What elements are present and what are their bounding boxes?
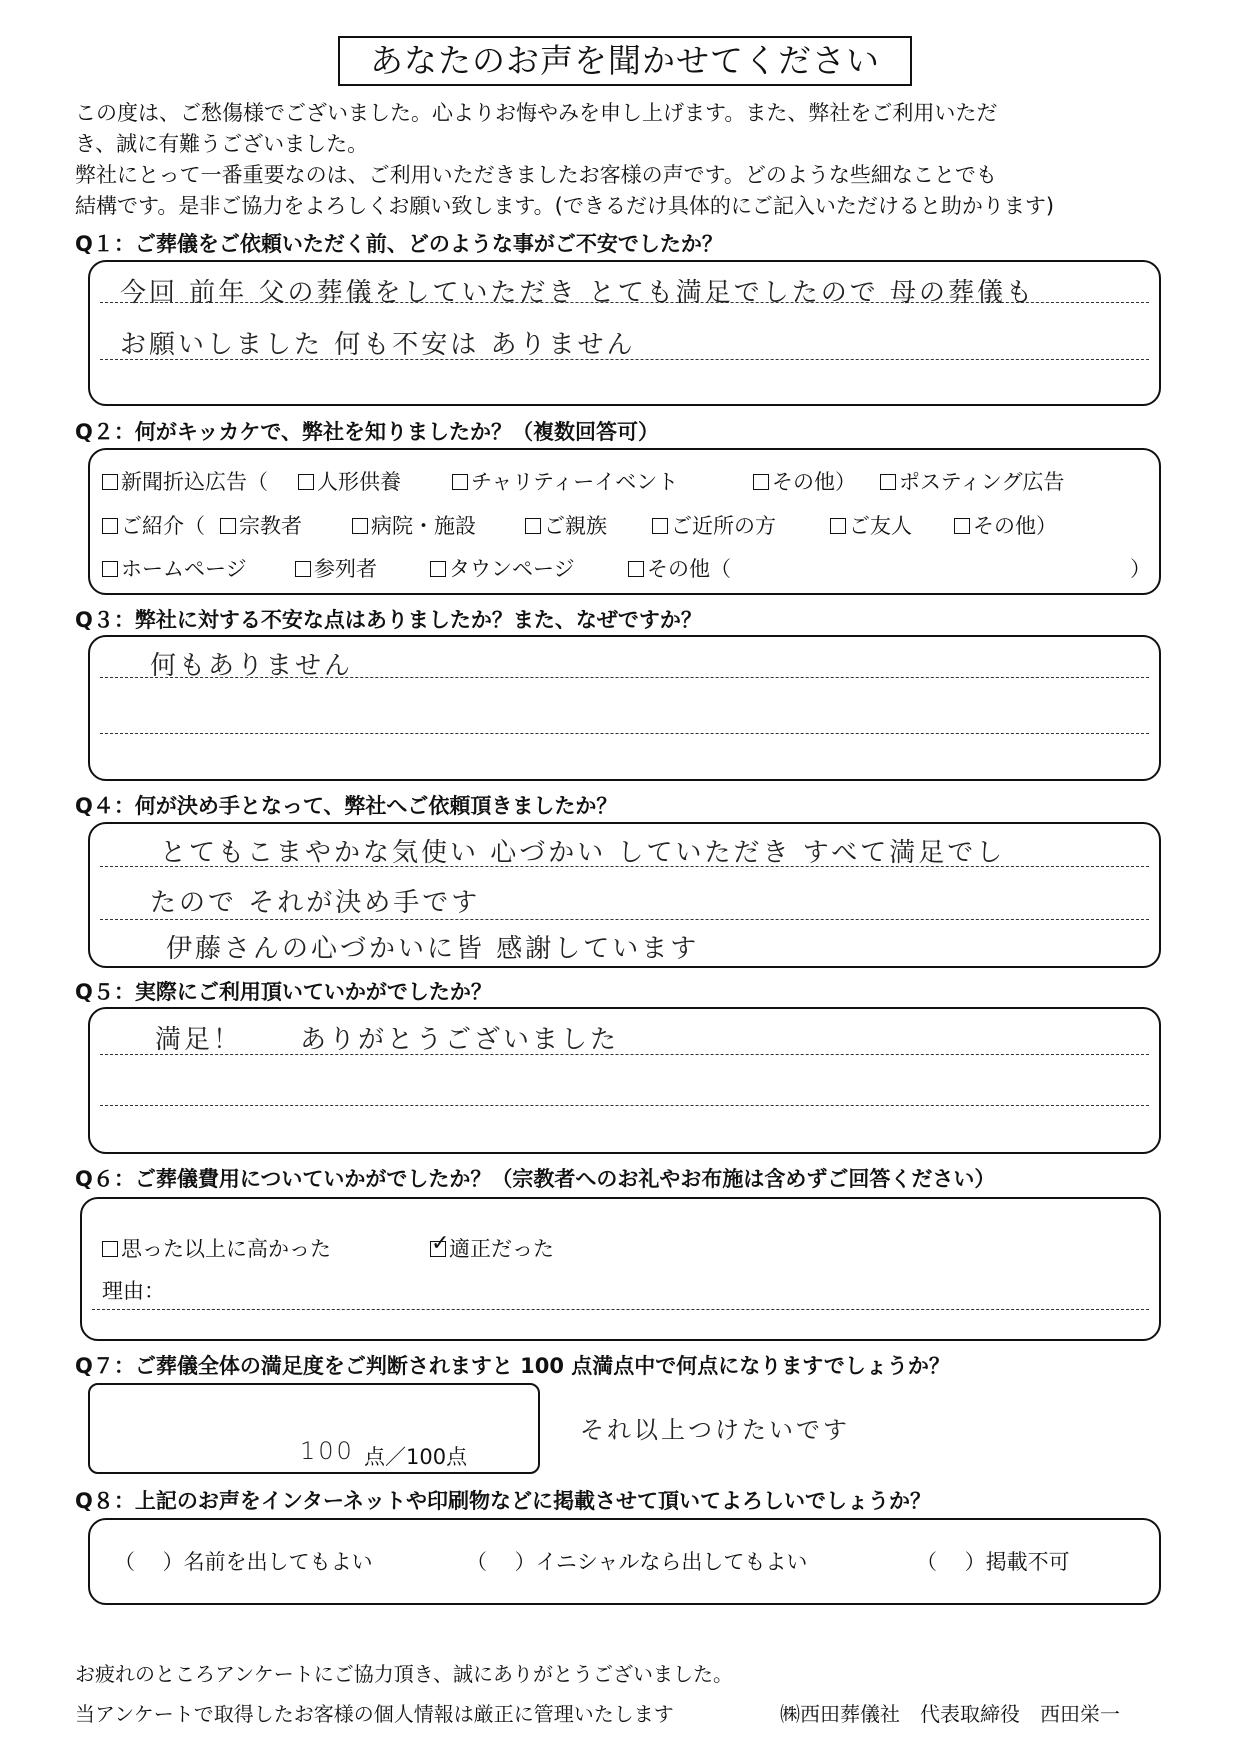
q5-answer-box[interactable] [88, 1007, 1161, 1154]
q4-answer-line: たので それが決め手です [150, 888, 481, 918]
q7-score-value: 100 [300, 1437, 355, 1465]
checkbox-icon[interactable] [880, 474, 896, 490]
checkbox-checked-icon[interactable] [430, 1241, 446, 1257]
checkbox-icon[interactable] [525, 518, 541, 534]
q8-question: Q８：上記のお声をインターネットや印刷物などに掲載させて頂いてよろしいでしょうか？ [75, 1489, 931, 1513]
option-homepage[interactable]: ホームページ [102, 553, 247, 583]
checkbox-icon[interactable] [102, 474, 118, 490]
checkbox-icon[interactable] [830, 518, 846, 534]
option-religious[interactable]: 宗教者 [220, 510, 302, 540]
intro-text [75, 98, 1185, 222]
q5-answer-line: 満足！ ありがとうございました [155, 1025, 620, 1055]
q4-answer-line: とてもこまやかな気使い 心づかい していただき すべて満足でし [160, 838, 1006, 868]
checkbox-icon[interactable] [652, 518, 668, 534]
intro-line: き、誠に有難うございました。 [75, 132, 369, 156]
q4-answer-box[interactable] [88, 822, 1161, 968]
intro-line: この度は、ご愁傷様でございました。心よりお悔やみを申し上げます。また、弊社をご利用いただ [75, 101, 998, 125]
option-other-1[interactable]: その他） [753, 466, 856, 496]
q5-question: Q５：実際にご利用頂いていかがでしたか？ [75, 980, 492, 1004]
q1-answer-box[interactable] [88, 260, 1161, 406]
q2-options-box [88, 448, 1161, 595]
option-town-page[interactable]: タウンページ [430, 553, 575, 583]
reason-label: 理由： [102, 1279, 165, 1303]
q3-question: Q３：弊社に対する不安な点はありましたか？また、なぜですか？ [75, 608, 702, 632]
option-other-3[interactable]: その他（ [628, 553, 731, 583]
q8-options-box [88, 1518, 1161, 1605]
q6-question: Q６：ご葬儀費用についていかがでしたか？（宗教者へのお礼やお布施は含めずご回答ください） [75, 1167, 996, 1191]
q1-answer-line: 今回 前年 父の葬儀をしていただき とても満足でしたので 母の葬儀も [120, 278, 1036, 308]
option-initial-ok[interactable]: （ ）イニシャルなら出してもよい [466, 1550, 808, 1574]
option-too-expensive[interactable]: 思った以上に高かった [102, 1233, 331, 1263]
footer-privacy: 当アンケートで取得したお客様の個人情報は厳正に管理いたします [75, 1702, 674, 1726]
option-referral[interactable]: ご紹介（ [102, 510, 205, 540]
checkbox-icon[interactable] [452, 474, 468, 490]
option-name-ok[interactable]: （ ）名前を出してもよい [114, 1550, 373, 1574]
option-posting-ad[interactable]: ポスティング広告 [880, 466, 1064, 496]
checkbox-icon[interactable] [295, 561, 311, 577]
option-fair[interactable]: ✓ 適正だった [430, 1233, 554, 1263]
q7-comment: それ以上つけたいです [580, 1416, 850, 1444]
option-friend[interactable]: ご友人 [830, 510, 912, 540]
q2-question: Q２：何がキッカケで、弊社を知りましたか？（複数回答可） [75, 420, 660, 444]
checkbox-icon[interactable] [220, 518, 236, 534]
q1-question: Q１：ご葬儀をご依頼いただく前、どのような事がご不安でしたか？ [75, 232, 723, 256]
checkbox-icon[interactable] [628, 561, 644, 577]
checkbox-icon[interactable] [102, 518, 118, 534]
checkbox-icon[interactable] [753, 474, 769, 490]
page-title: あなたのお声を聞かせてください [338, 36, 912, 86]
q1-answer-line: お願いしました 何も不安は ありません [120, 330, 636, 360]
option-doll-memorial[interactable]: 人形供養 [298, 466, 401, 496]
q7-score-box[interactable] [88, 1383, 540, 1474]
intro-line: 結構です。是非ご協力をよろしくお願い致します。(できるだけ具体的にご記入いただけると助かります) [75, 194, 1055, 218]
q7-question: Q７：ご葬儀全体の満足度をご判断されますと 100 点満点中で何点になりますでしょうか？ [75, 1354, 950, 1378]
q6-answer-box [80, 1197, 1161, 1341]
intro-line: 弊社にとって一番重要なのは、ご利用いただきましたお客様の声です。どのような些細なことでも [75, 163, 997, 187]
q7-score-suffix: 点／100点 [364, 1445, 468, 1469]
checkbox-icon[interactable] [102, 1241, 118, 1257]
footer-company: ㈱西田葬儀社 代表取締役 西田栄一 [780, 1702, 1120, 1726]
checkbox-icon[interactable] [102, 561, 118, 577]
option-charity-event[interactable]: チャリティーイベント [452, 466, 678, 496]
option-neighbor[interactable]: ご近所の方 [652, 510, 776, 540]
option-newspaper[interactable]: 新聞折込広告（ [102, 466, 268, 496]
footer-thanks: お疲れのところアンケートにご協力頂き、誠にありがとうございました。 [75, 1662, 733, 1686]
option-other-2[interactable]: その他） [954, 510, 1057, 540]
option-no-publish[interactable]: （ ）掲載不可 [916, 1550, 1070, 1574]
q4-question: Q４：何が決め手となって、弊社へご依頼頂きましたか？ [75, 794, 618, 818]
q4-answer-line: 伊藤さんの心づかいに皆 感謝しています [166, 934, 700, 964]
checkbox-icon[interactable] [298, 474, 314, 490]
option-relatives[interactable]: ご親族 [525, 510, 607, 540]
q3-answer-line: 何もありません [150, 651, 354, 681]
checkbox-icon[interactable] [352, 518, 368, 534]
option-attendee[interactable]: 参列者 [295, 553, 377, 583]
option-hospital[interactable]: 病院・施設 [352, 510, 476, 540]
checkbox-icon[interactable] [954, 518, 970, 534]
checkbox-icon[interactable] [430, 561, 446, 577]
option-other-3-close: ） [1130, 557, 1151, 581]
q3-answer-box[interactable] [88, 635, 1161, 781]
